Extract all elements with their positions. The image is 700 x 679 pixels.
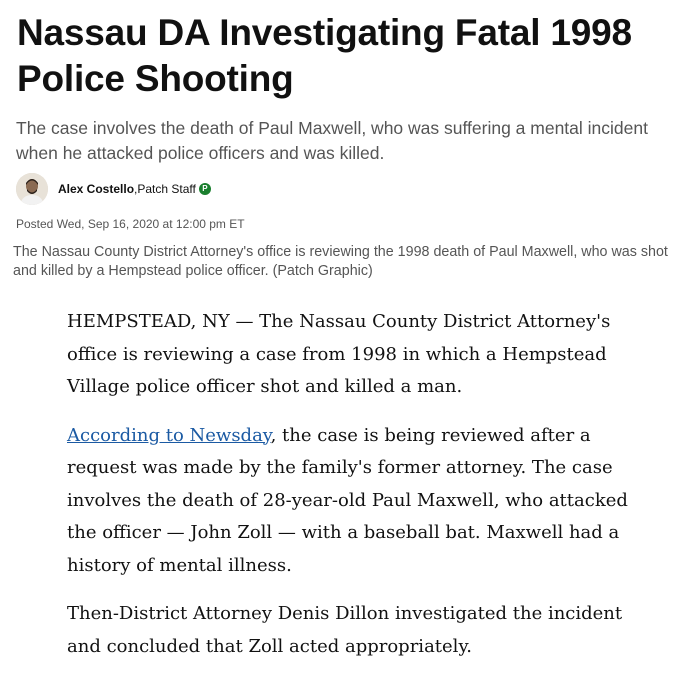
posted-date: Posted Wed, Sep 16, 2020 at 12:00 pm ET: [16, 217, 245, 231]
article-paragraph-3: Then-District Attorney Denis Dillon investigated the incident and concluded that Zoll acted appropriately.: [67, 603, 623, 657]
byline: [16, 173, 211, 205]
article-paragraph-1: HEMPSTEAD, NY — The Nassau County District Attorney's office is reviewing a case from 1998 in which a Hempstead Village police officer shot and killed a man.: [67, 311, 611, 397]
article-body: [67, 306, 647, 679]
patch-badge-icon: P: [199, 183, 211, 195]
newsday-link[interactable]: According to Newsday: [67, 424, 271, 446]
article-paragraph-2: [67, 420, 647, 583]
author-avatar[interactable]: [16, 173, 48, 205]
author-name[interactable]: Alex Costello: [58, 182, 135, 196]
author-role: ,Patch Staff: [134, 182, 196, 196]
article-dek: The case involves the death of Paul Maxwell, who was suffering a mental incident when he attacked police officers and was killed.: [16, 118, 648, 163]
author-photo-icon: [16, 173, 48, 205]
image-caption: The Nassau County District Attorney's office is reviewing the 1998 death of Paul Maxwell, who was shot and killed by a Hempstead police officer. (Patch Graphic): [13, 244, 668, 279]
author-info: [58, 181, 211, 197]
article-paragraph-2-text: , the case is being reviewed after a request was made by the family's former attorney. The case involves the death of 28-year-old Paul Maxwell, who attacked the officer — John Zoll — with a baseball bat. Maxwell had a history of mental illness.: [67, 424, 628, 576]
headline: Nassau DA Investigating Fatal 1998 Police Shooting: [17, 12, 632, 99]
